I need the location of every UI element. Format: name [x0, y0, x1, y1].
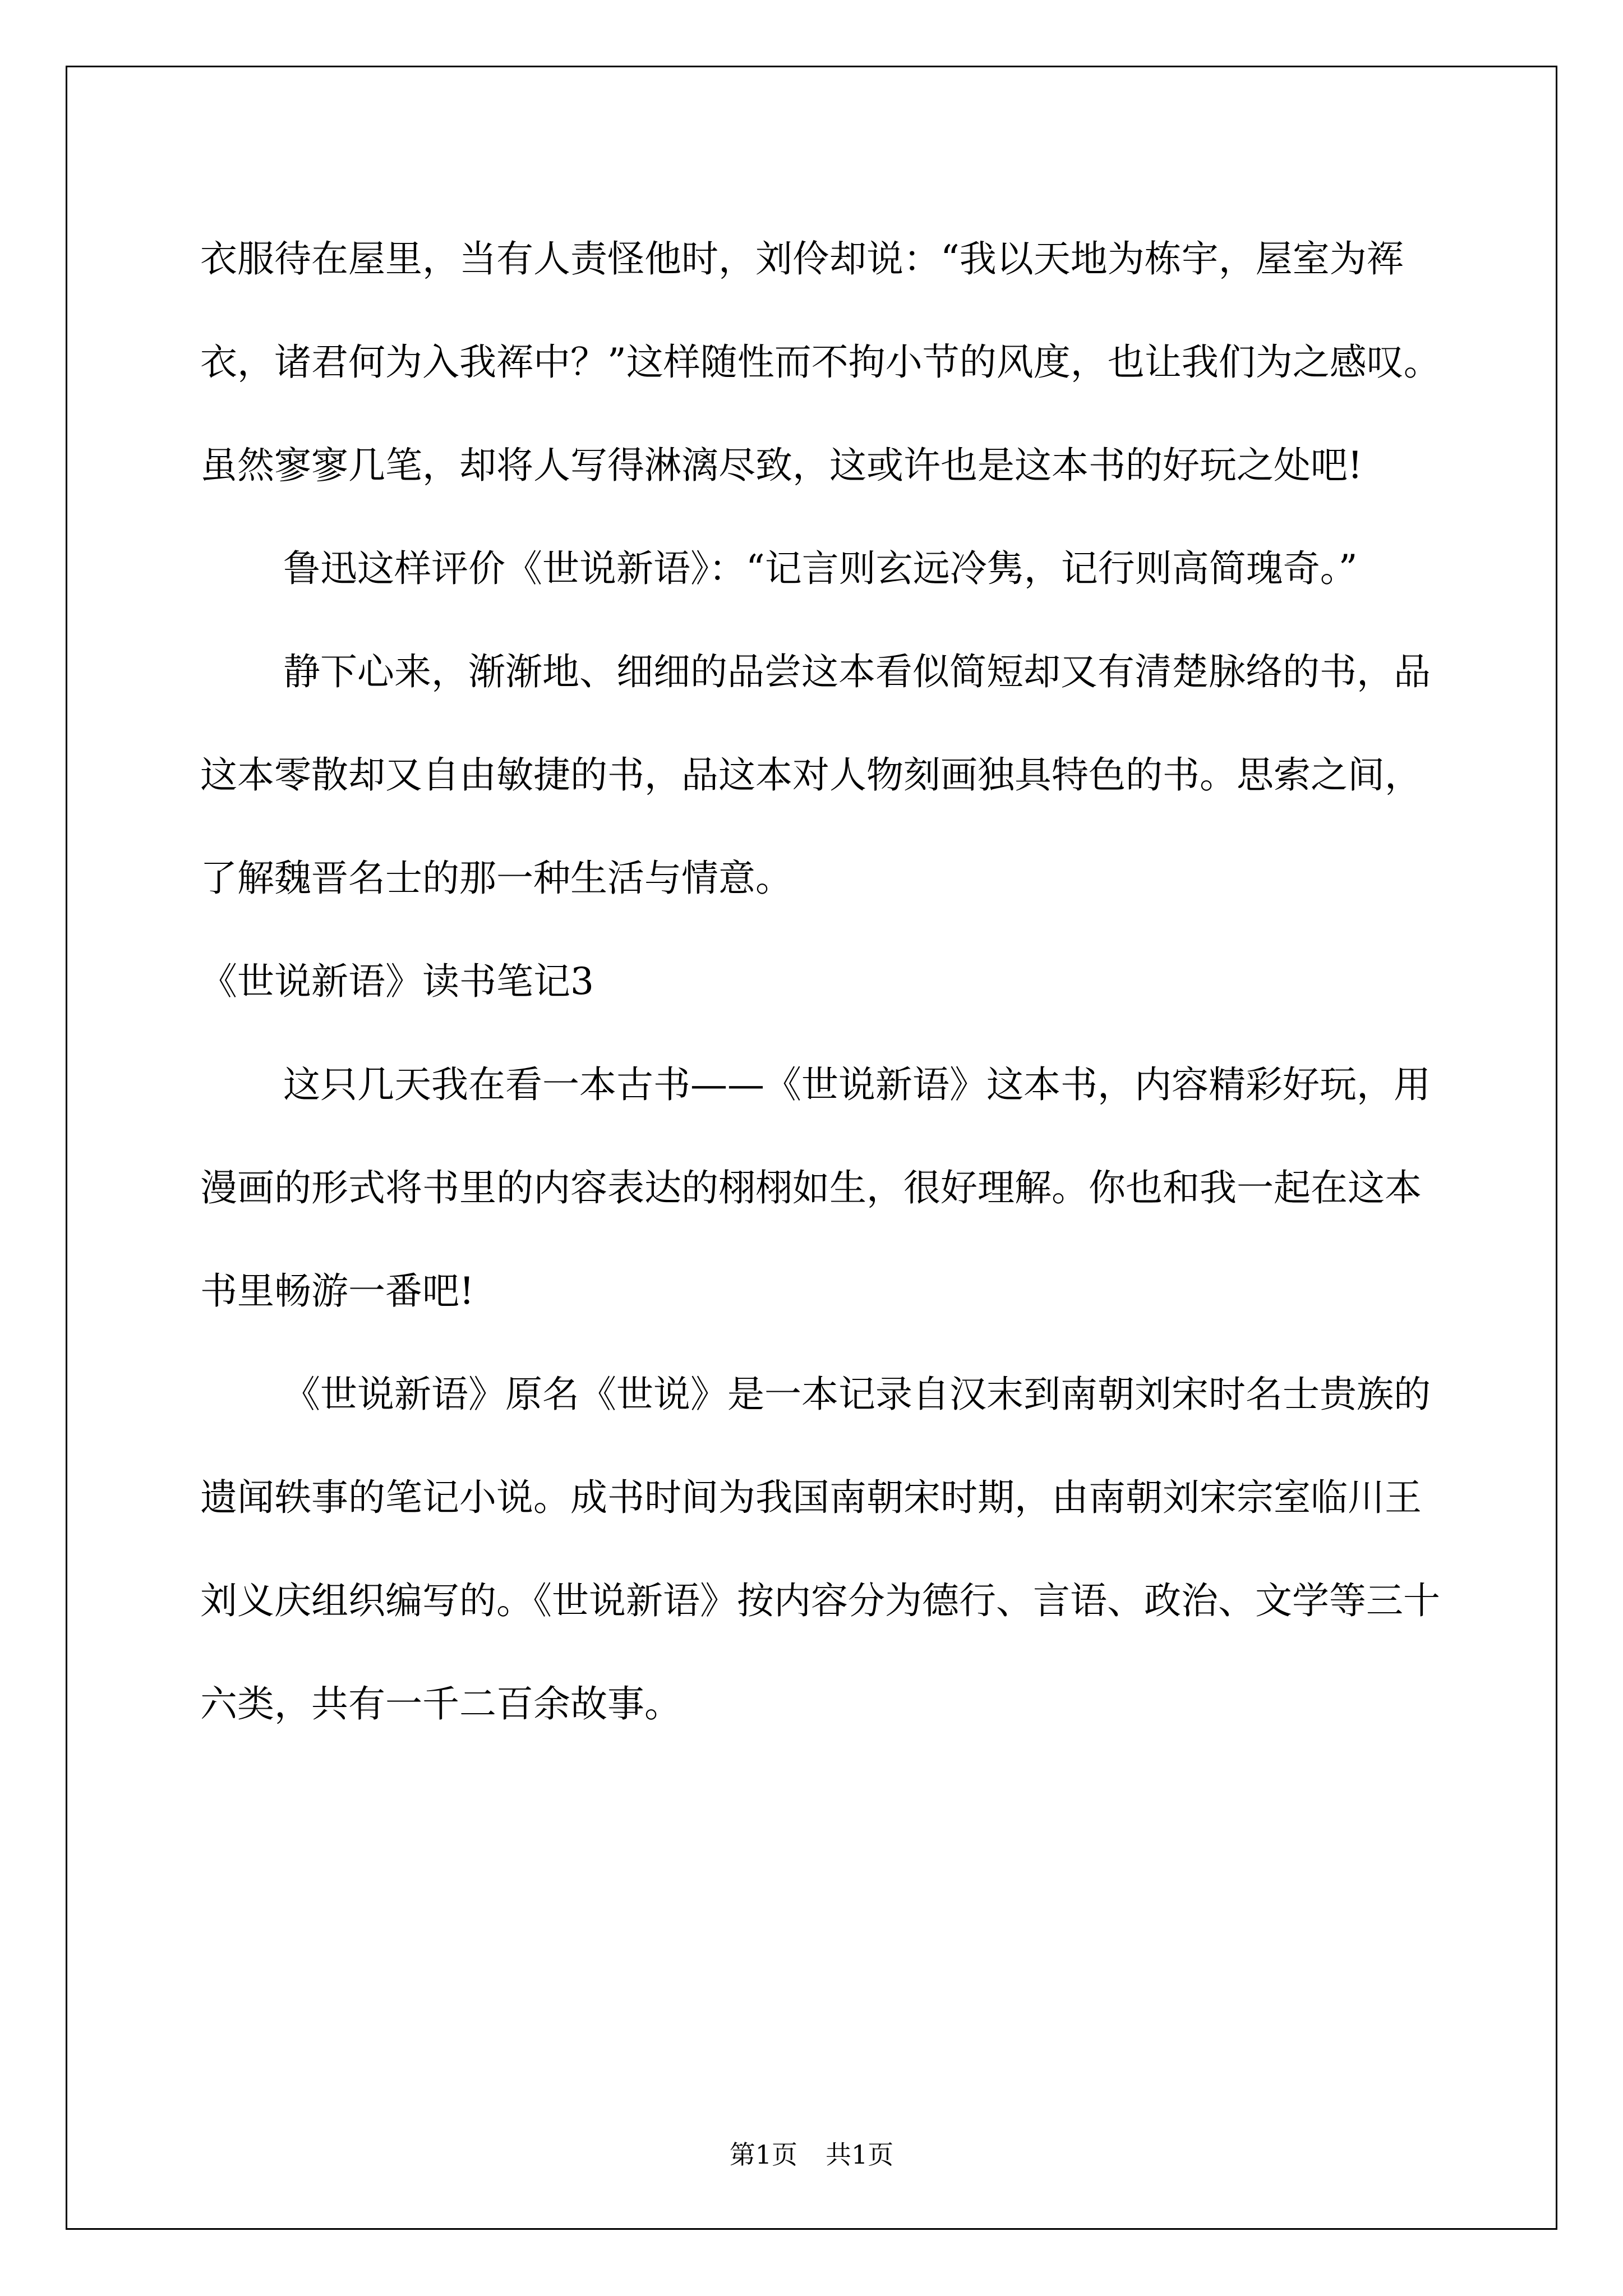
page-number-current: 第1页: [729, 2139, 797, 2170]
page-footer: [0, 2134, 1623, 2171]
page-number-total: 共1页: [826, 2139, 894, 2170]
section-heading: 《世说新语》读书笔记3: [200, 960, 594, 1003]
document-body: [200, 208, 1451, 1756]
paragraph-book-info: 《世说新语》原名《世说》是一本记录自汉末到南朝刘宋时名士贵族的遗闻轶事的笔记小说。成书时间为我国南朝宋时期，由南朝刘宋宗室临川王刘义庆组织编写的。《世说新语》按内容分为德行、言语、政治、文学等三十六类，共有一千二百余故事。: [200, 1373, 1440, 1726]
paragraph-liuling: 衣服待在屋里，当有人责怪他时，刘伶却说：“我以天地为栋宇，屋室为裈衣，诸君何为入我裈中？”这样随性而不拘小节的风度，也让我们为之感叹。虽然寥寥几笔，却将人写得淋漓尽致，这或许也是这本书的好玩之处吧!: [200, 237, 1441, 487]
paragraph-luxun-review: 鲁迅这样评价《世说新语》：“记言则玄远冷隽，记行则高简瑰奇。”: [283, 547, 1358, 590]
paragraph-reflection: 静下心来，渐渐地、细细的品尝这本看似简短却又有清楚脉络的书，品这本零散却又自由敏捷的书，品这本对人物刻画独具特色的书。思索之间，了解魏晋名士的那一种生活与情意。: [200, 650, 1431, 900]
paragraph-intro-reading: 这只几天我在看一本古书——《世说新语》这本书，内容精彩好玩，用漫画的形式将书里的内容表达的栩栩如生，很好理解。你也和我一起在这本书里畅游一番吧!: [200, 1063, 1431, 1313]
